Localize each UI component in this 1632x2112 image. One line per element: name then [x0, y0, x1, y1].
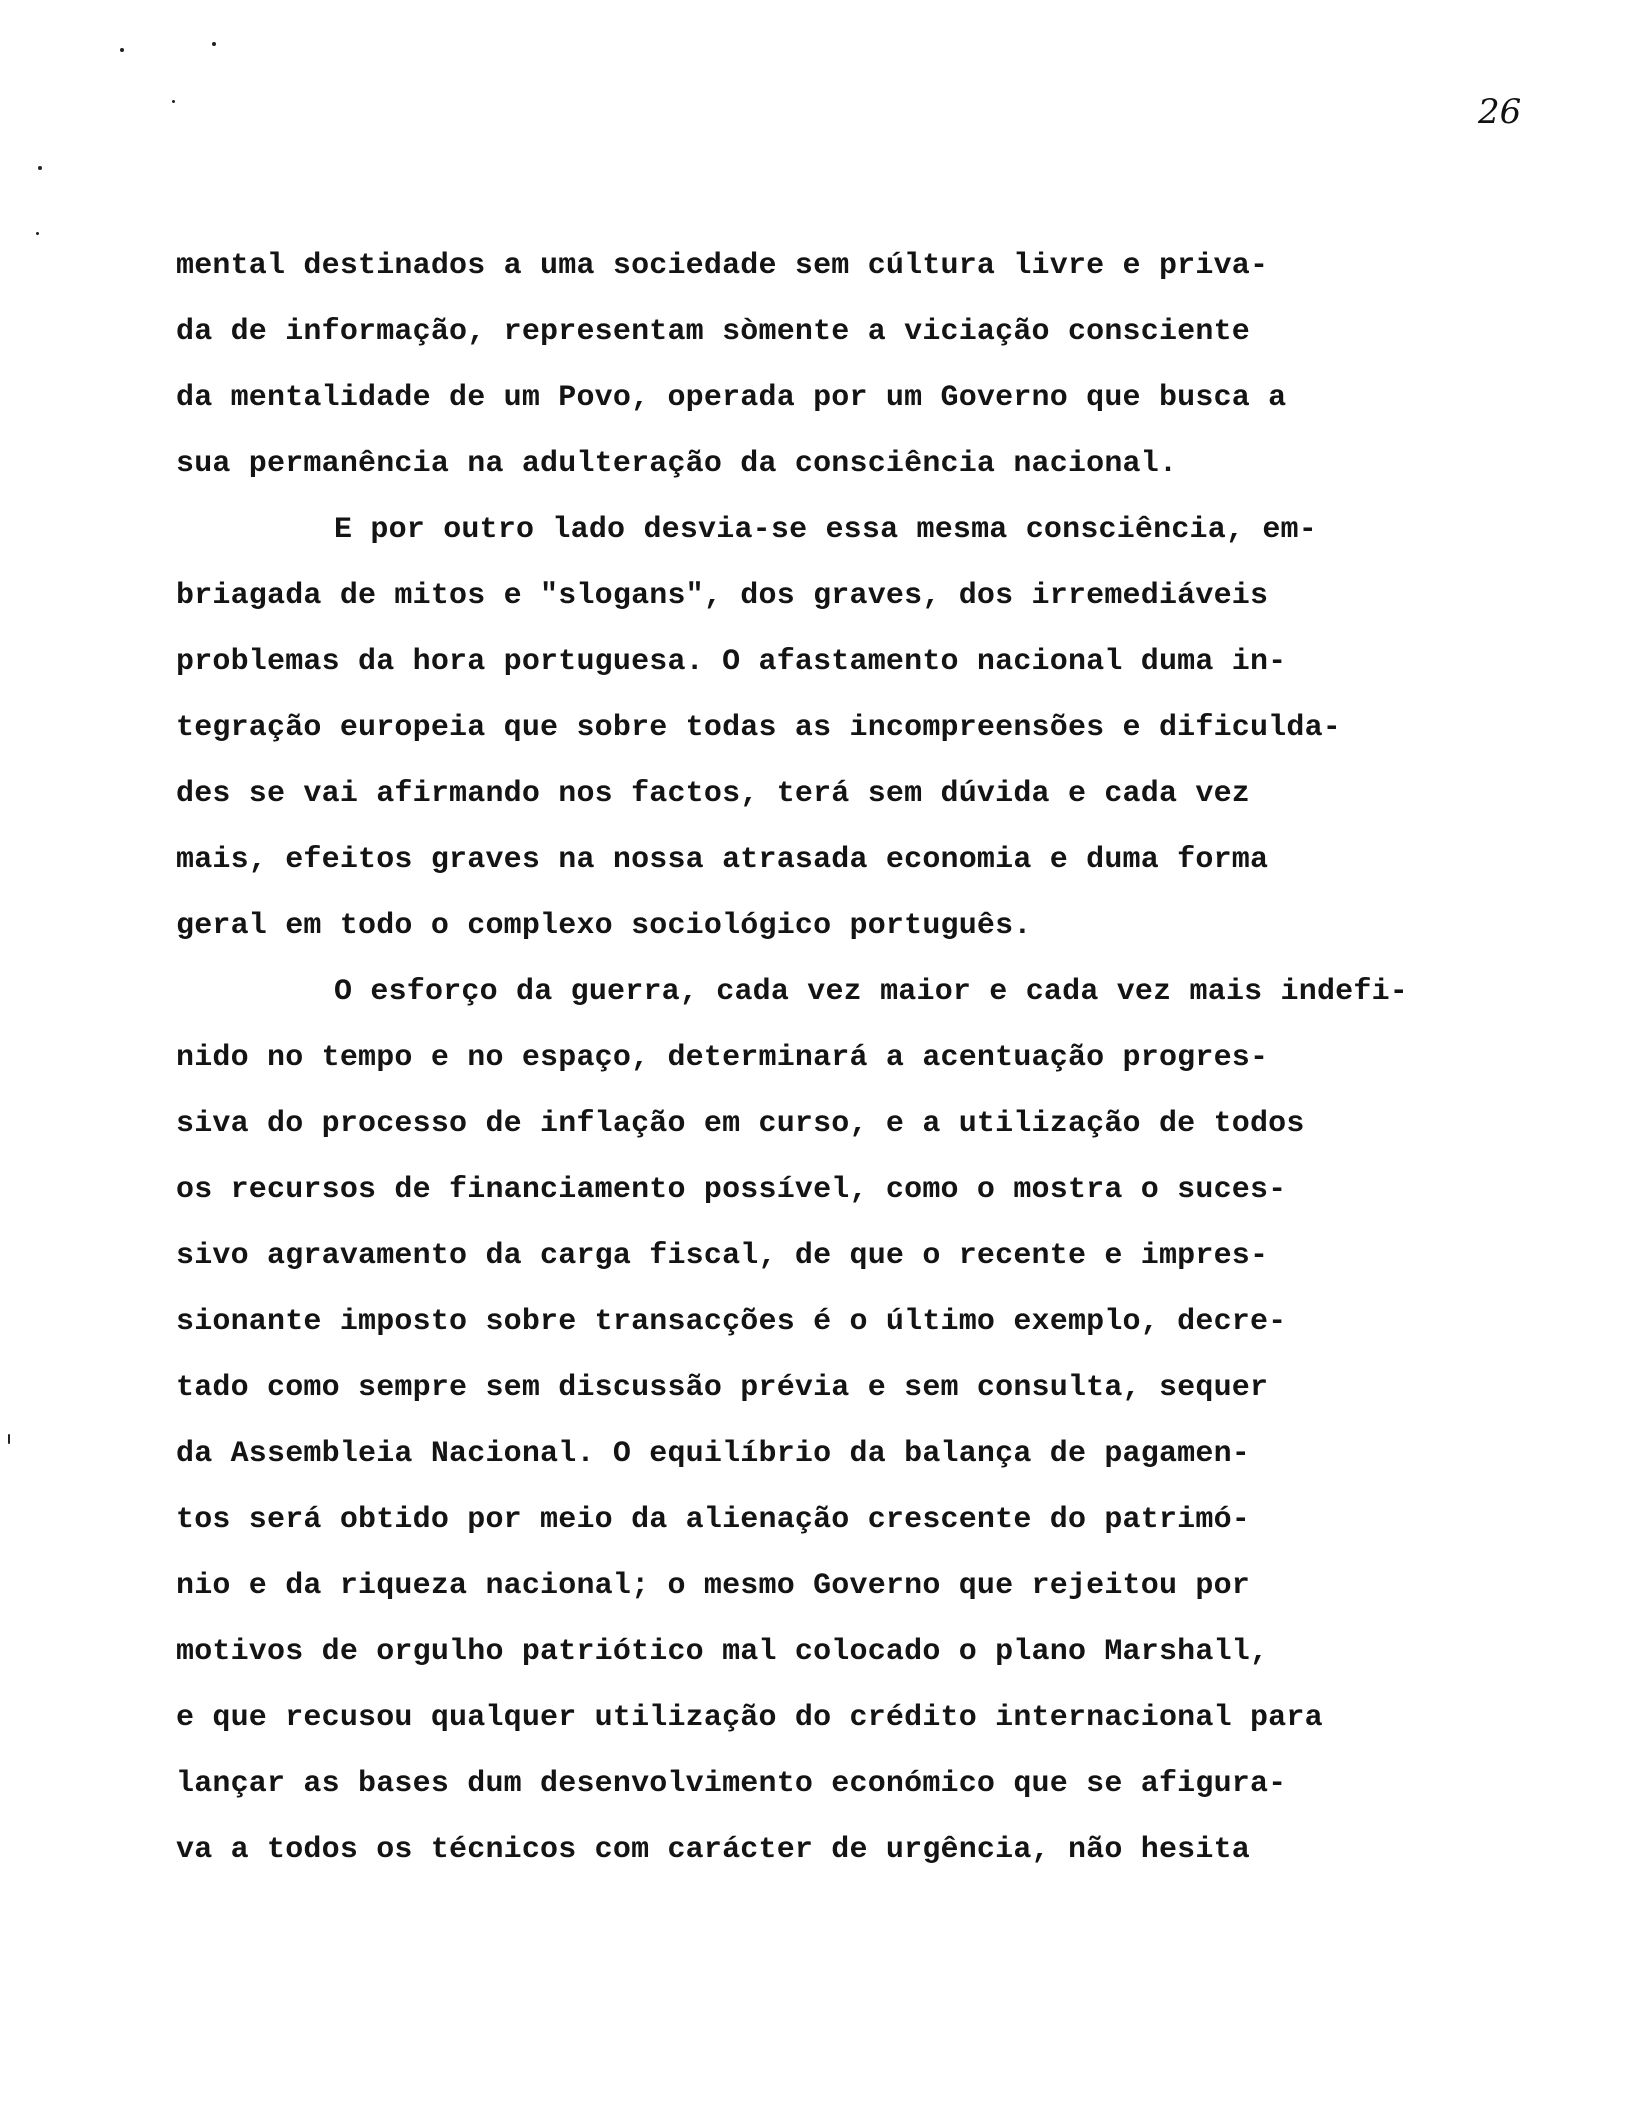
scan-speck	[36, 232, 39, 235]
text-line paragraph-start: E por outro lado desvia-se essa mesma consciência, em-	[334, 513, 1317, 547]
text-line: da Assembleia Nacional. O equilíbrio da balança de pagamen-	[176, 1437, 1250, 1471]
text-line: da de informação, representam sòmente a viciação consciente	[176, 315, 1250, 349]
text-line: sionante imposto sobre transacções é o último exemplo, decre-	[176, 1305, 1287, 1339]
text-line: problemas da hora portuguesa. O afastamento nacional duma in-	[176, 645, 1287, 679]
text-line: sivo agravamento da carga fiscal, de que o recente e impres-	[176, 1239, 1269, 1273]
scan-speck	[172, 100, 175, 103]
text-line: motivos de orgulho patriótico mal colocado o plano Marshall,	[176, 1635, 1269, 1669]
scan-speck	[212, 42, 216, 46]
text-line: nido no tempo e no espaço, determinará a acentuação progres-	[176, 1041, 1269, 1075]
scan-speck	[120, 48, 124, 52]
scan-speck	[38, 166, 42, 170]
text-line: sua permanência na adulteração da consciência nacional.	[176, 447, 1178, 481]
text-line: des se vai afirmando nos factos, terá sem dúvida e cada vez	[176, 777, 1250, 811]
text-line: va a todos os técnicos com carácter de urgência, não hesita	[176, 1833, 1250, 1867]
scan-speck	[8, 1434, 10, 1444]
text-line: da mentalidade de um Povo, operada por um Governo que busca a	[176, 381, 1287, 415]
text-line: mais, efeitos graves na nossa atrasada economia e duma forma	[176, 843, 1269, 877]
text-line: lançar as bases dum desenvolvimento económico que se afigura-	[176, 1767, 1287, 1801]
text-line: nio e da riqueza nacional; o mesmo Governo que rejeitou por	[176, 1569, 1250, 1603]
text-line: e que recusou qualquer utilização do crédito internacional para	[176, 1701, 1323, 1735]
text-line: mental destinados a uma sociedade sem cúltura livre e priva-	[176, 249, 1269, 283]
text-line: siva do processo de inflação em curso, e a utilização de todos	[176, 1107, 1305, 1141]
text-line: tegração europeia que sobre todas as incompreensões e dificulda-	[176, 711, 1341, 745]
page-number: 26	[1478, 92, 1522, 132]
text-line paragraph-start: O esforço da guerra, cada vez maior e cada vez mais indefi-	[334, 975, 1408, 1009]
text-line: geral em todo o complexo sociológico português.	[176, 909, 1032, 943]
text-line: tos será obtido por meio da alienação crescente do patrimó-	[176, 1503, 1250, 1537]
text-line: briagada de mitos e "slogans", dos graves, dos irremediáveis	[176, 579, 1269, 613]
text-line: os recursos de financiamento possível, como o mostra o suces-	[176, 1173, 1287, 1207]
text-line: tado como sempre sem discussão prévia e sem consulta, sequer	[176, 1371, 1269, 1405]
